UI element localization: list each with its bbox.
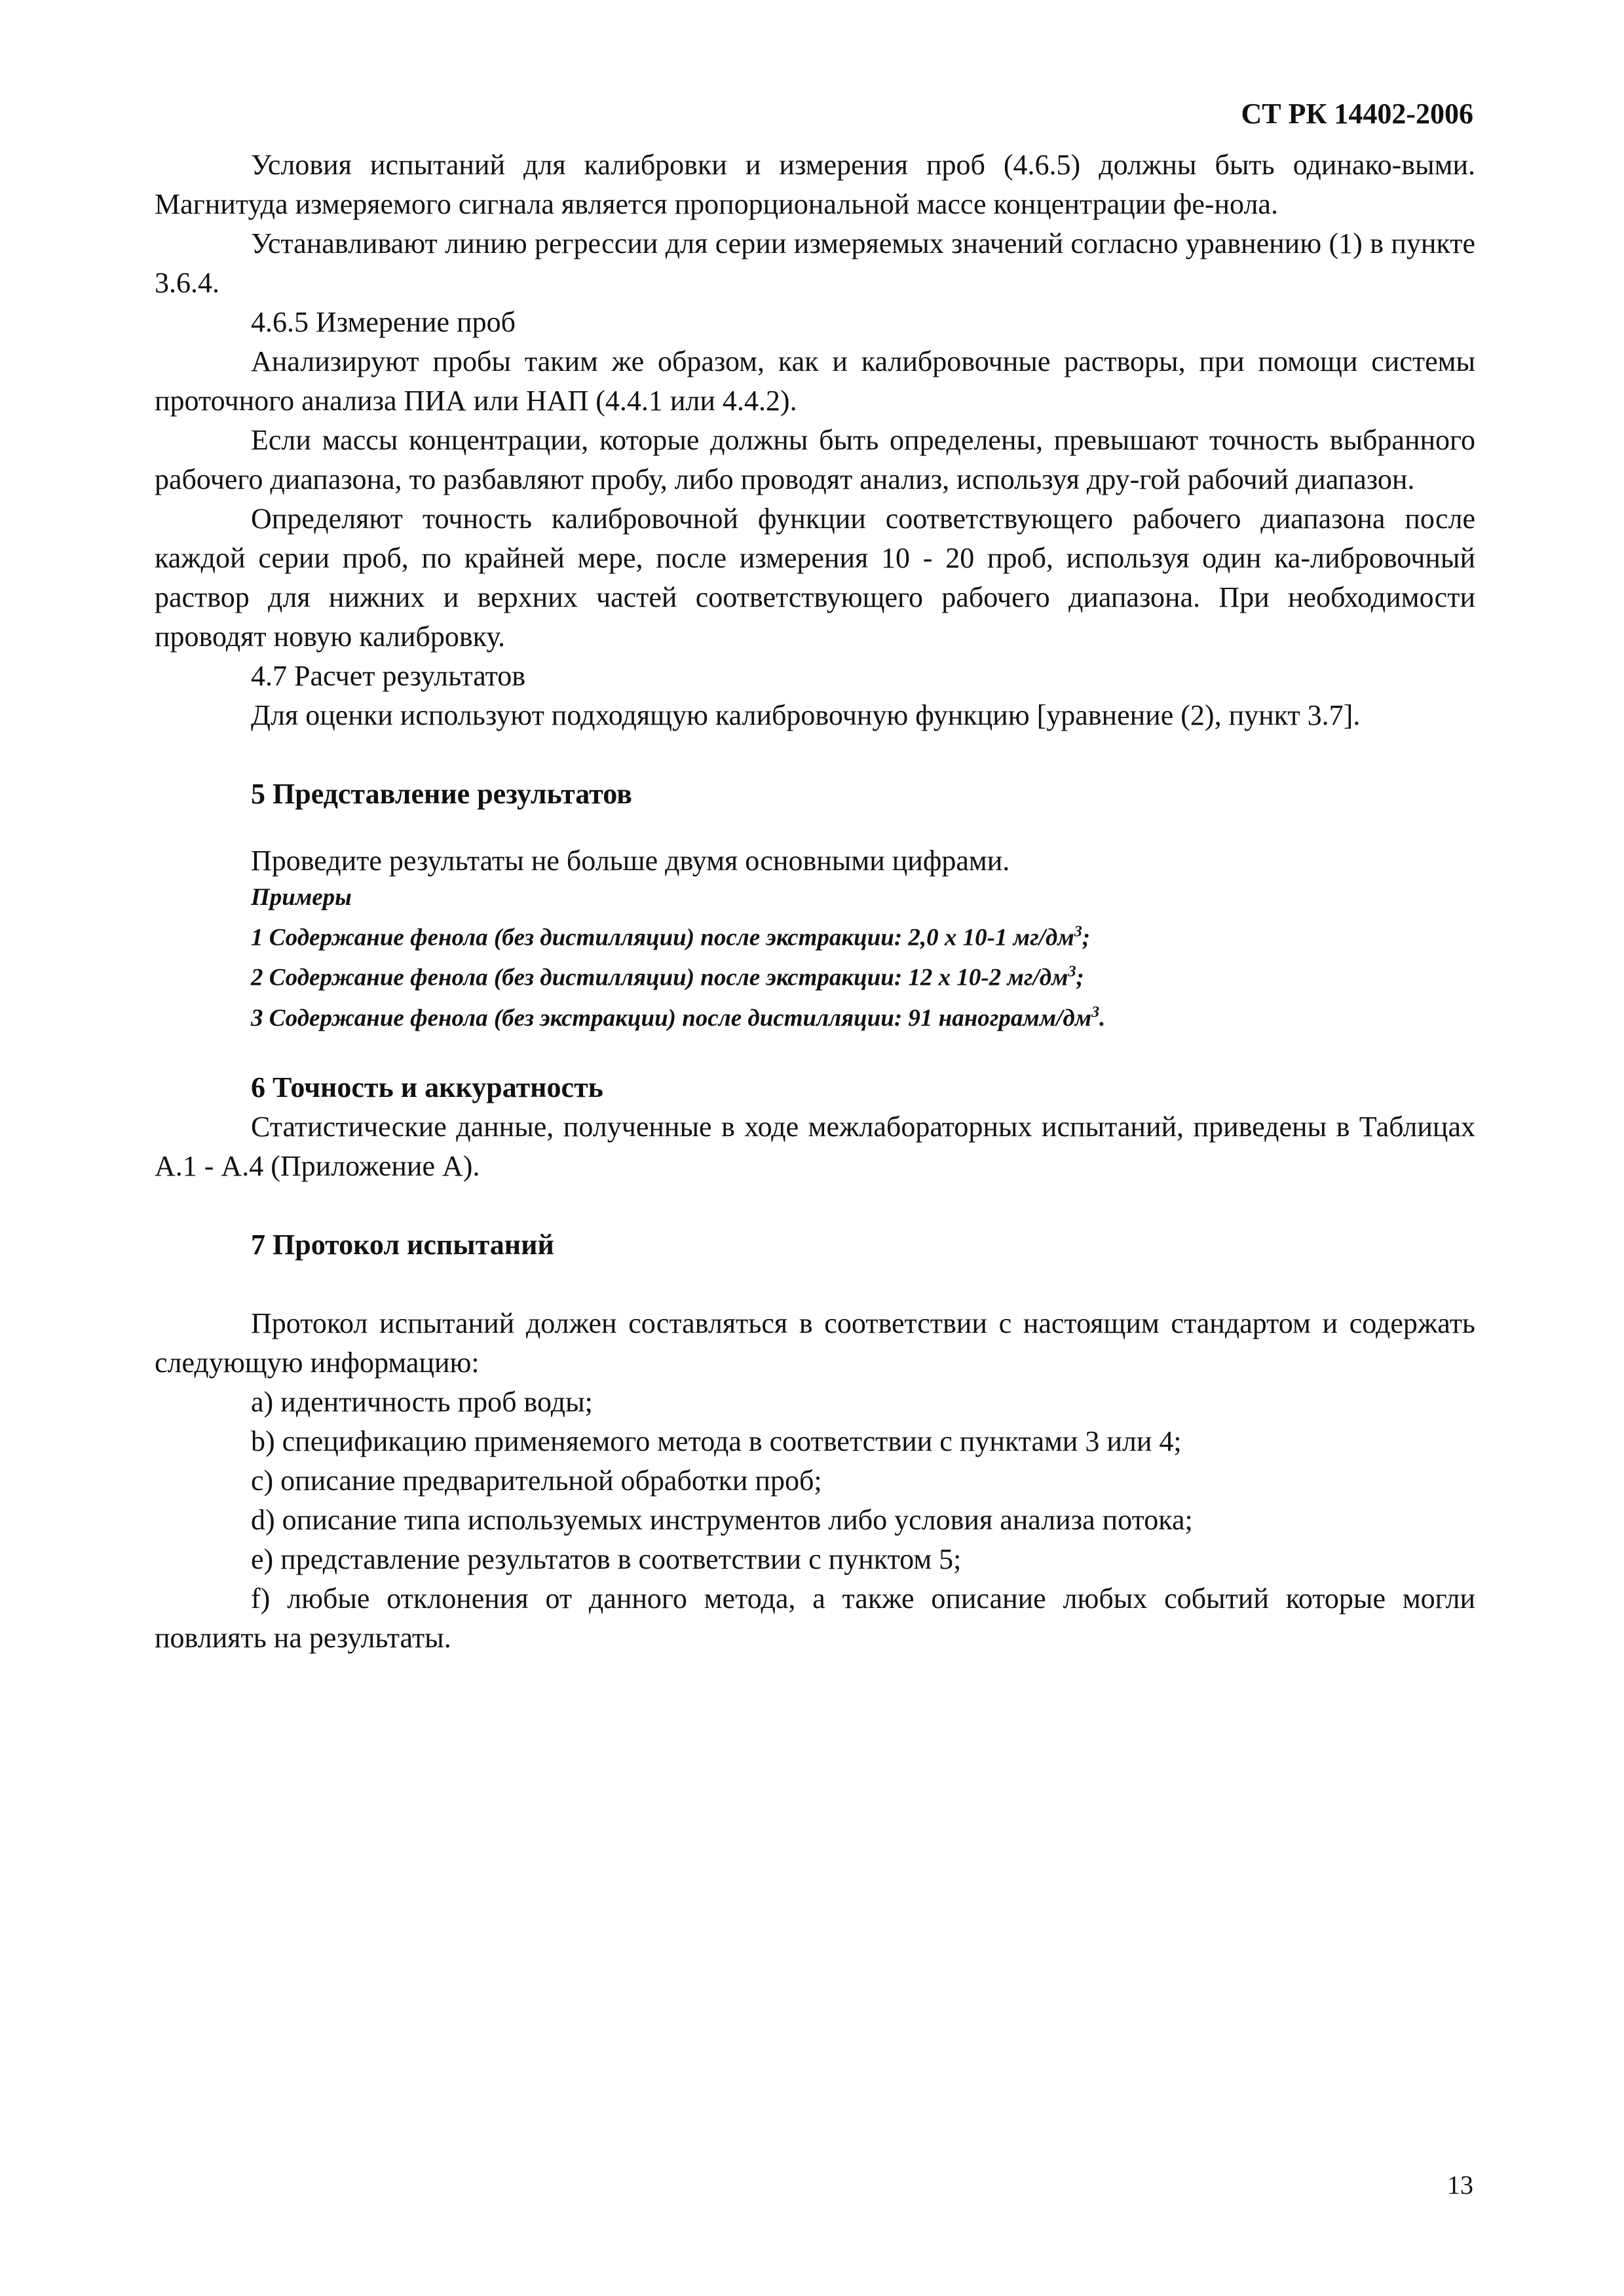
section-6-heading: 6 Точность и аккуратность bbox=[251, 1071, 603, 1103]
example-item: 3 Содержание фенола (без экстракции) после дистилляции: 91 нанограмм/$дм^3$. bbox=[251, 1003, 1106, 1031]
document-code: СТ РК 14402-2006 bbox=[1241, 98, 1473, 130]
protocol-items-list bbox=[155, 1383, 1475, 1658]
section-7-intro: Протокол испытаний должен составляться в соответствии с настоящим стандартом и содержать следующую информацию: bbox=[155, 1307, 1475, 1379]
list-item: f) любые отклонения от данного метода, а также описание любых событий которые могли повлиять на результаты. bbox=[155, 1582, 1475, 1654]
paragraph: Условия испытаний для калибровки и измерения проб (4.6.5) должны быть одинако-выми. Магнитуда измеряемого сигнала является пропорциональной массе концентрации фе-нола. bbox=[155, 149, 1475, 220]
section-7-heading: 7 Протокол испытаний bbox=[251, 1228, 554, 1261]
subsection-title: 4.6.5 Измерение проб bbox=[251, 306, 516, 338]
list-item: c) описание предварительной обработки проб; bbox=[251, 1464, 822, 1497]
paragraph: Если массы концентрации, которые должны быть определены, превышают точность выбранного рабочего диапазона, то разбавляют пробу, либо проводят анализ, используя дру-гой рабочий диапазон. bbox=[155, 424, 1475, 495]
list-item: b) спецификацию применяемого метода в соответствии с пунктами 3 или 4; bbox=[251, 1425, 1182, 1457]
example-item: 2 Содержание фенола (без дистилляции) после экстракции: 12 x 10-2 $мг/дм^3$; bbox=[251, 963, 1084, 991]
list-item: e) представление результатов в соответствии с пунктом 5; bbox=[251, 1542, 962, 1575]
list-item: a) идентичность проб воды; bbox=[251, 1385, 593, 1418]
paragraph: Для оценки используют подходящую калибровочную функцию [уравнение (2), пункт 3.7]. bbox=[251, 699, 1361, 731]
subsection-title: 4.7 Расчет результатов bbox=[251, 660, 526, 692]
section-5-heading: 5 Представление результатов bbox=[251, 778, 632, 810]
section-5-text: Проведите результаты не больше двумя основными цифрами. bbox=[251, 845, 1010, 877]
example-item: 1 Содержание фенола (без дистилляции) после экстракции: 2,0 x 10-1 $мг/дм^3$; bbox=[251, 923, 1091, 951]
examples-title: Примеры bbox=[251, 884, 352, 911]
examples-block bbox=[155, 881, 1475, 1035]
paragraph: Определяют точность калибровочной функции соответствующего рабочего диапазона после каждой серии проб, по крайней мере, после измерения 10 - 20 проб, используя один ка-либровочный раствор для нижних и верхних частей соответствующего рабочего диапазона. При необходимости проводят новую калибровку. bbox=[155, 503, 1475, 653]
paragraph: Анализируют пробы таким же образом, как и калибровочные растворы, при помощи системы проточного анализа ПИА или НАП (4.4.1 или 4.4.2). bbox=[155, 345, 1475, 417]
list-item: d) описание типа используемых инструментов либо условия анализа потока; bbox=[251, 1503, 1193, 1536]
page-content bbox=[155, 145, 1475, 1658]
paragraph: Устанавливают линию регрессии для серии измеряемых значений согласно уравнению (1) в пункте 3.6.4. bbox=[155, 227, 1475, 299]
page-number: 13 bbox=[1447, 2170, 1473, 2200]
section-6-text: Статистические данные, полученные в ходе межлабораторных испытаний, приведены в Таблицах А.1 - А.4 (Приложение А). bbox=[155, 1110, 1475, 1182]
